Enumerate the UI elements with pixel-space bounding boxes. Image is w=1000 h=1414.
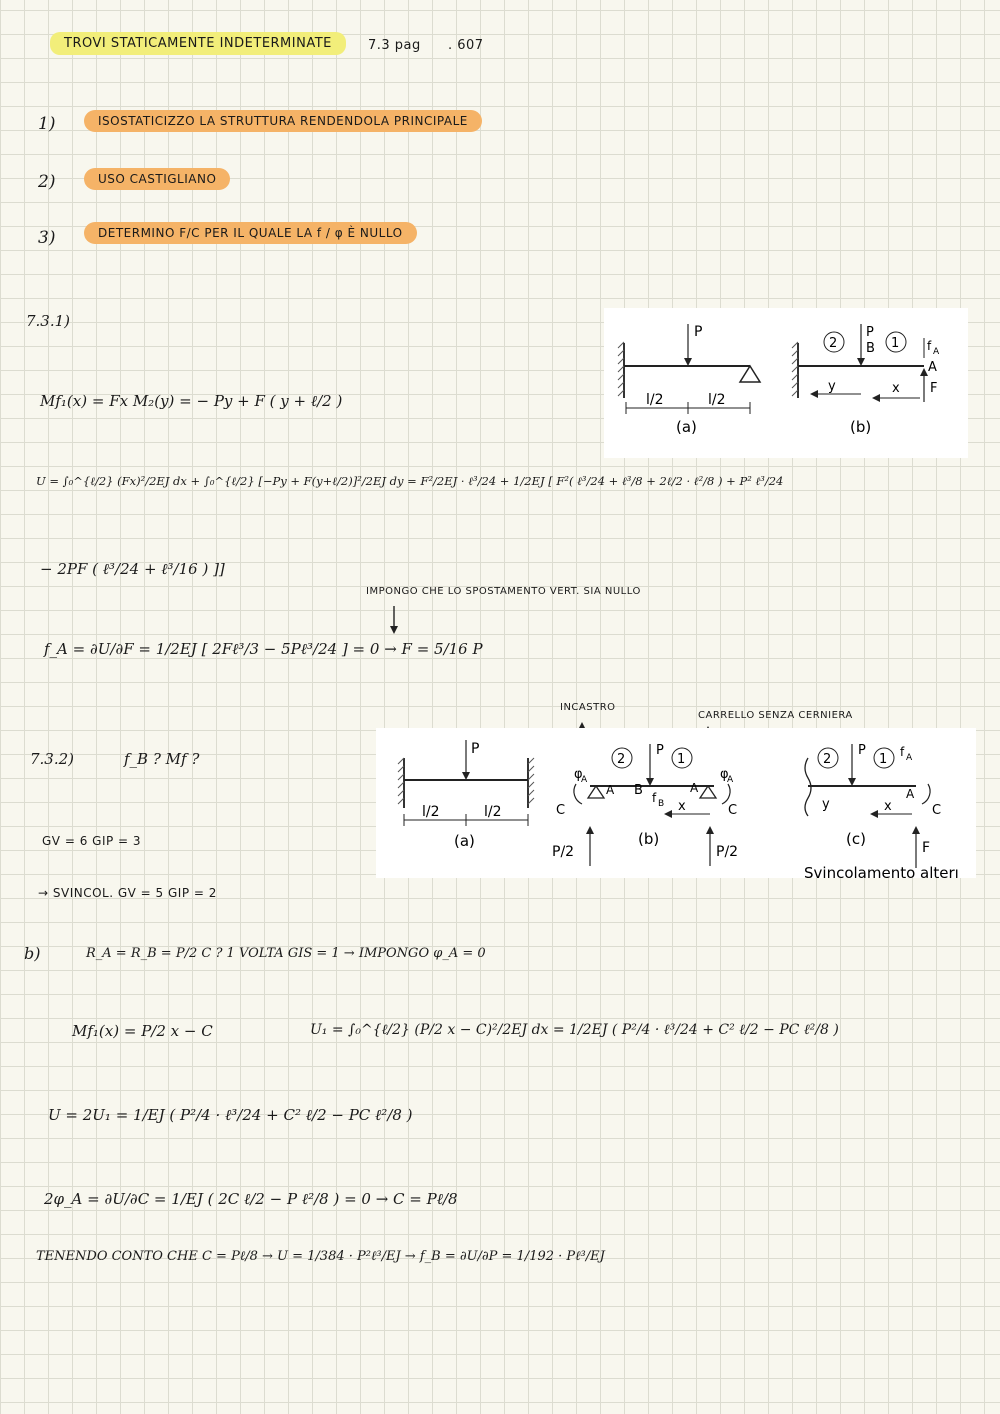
- fig2-caption-b: (b): [638, 830, 660, 848]
- figure-1-panel: [604, 308, 968, 458]
- fig2a-load-p: P: [471, 741, 480, 757]
- u1-equation: U₁ = ∫₀^{ℓ/2} (P/2 x − C)²/2EJ dx = 1/2EJ ( P²/4 · ℓ³/24 + C² ℓ/2 − PC ℓ²/8 ): [310, 1022, 839, 1038]
- fig2b-point-c-right: C: [728, 803, 738, 818]
- step-3-number: 3): [38, 228, 56, 248]
- fig2c-point-a: A: [906, 787, 915, 801]
- figure-1: [604, 308, 968, 458]
- fig2b-point-c-left: C: [556, 803, 566, 818]
- step-2-highlight: [84, 168, 230, 190]
- fig2c-load-p: P: [858, 743, 866, 758]
- fig2b-phi-right-sub: A: [727, 775, 734, 785]
- label-carrello: CARRELLO SENZA CERNIERA: [698, 710, 853, 721]
- phi-equation: 2φ_A = ∂U/∂C = 1/EJ ( 2C ℓ/2 − P ℓ²/8 ) = 0 → C = Pℓ/8: [44, 1190, 458, 1208]
- fig1b-x-axis: x: [892, 381, 900, 396]
- fig2b-point-b: B: [634, 783, 643, 798]
- part-b-label: b): [24, 944, 41, 963]
- fig1-dim-right: l/2: [708, 392, 726, 408]
- final-line: TENENDO CONTO CHE C = Pℓ/8 → U = 1/384 · P²ℓ³/EJ → f_B = ∂U/∂P = 1/192 · Pℓ³/EJ: [36, 1249, 605, 1264]
- fig2b-fb-sub: B: [658, 799, 665, 809]
- fig1-load-p: P: [694, 324, 703, 340]
- step-1-text: ISOSTATICIZZO LA STRUTTURA RENDENDOLA PRINCIPALE: [98, 114, 468, 128]
- svincolo-line: → SVINCOL. GV = 5 GIP = 2: [38, 886, 217, 900]
- fig1b-y-axis: y: [828, 379, 836, 394]
- figure-2-panel: [376, 728, 976, 878]
- step-1-number: 1): [38, 114, 56, 134]
- fig2c-point-c: C: [932, 803, 942, 818]
- fig2b-reaction-right: P/2: [716, 844, 739, 860]
- fig2b-fb: f: [652, 791, 657, 805]
- section-2-question: f_B ? Mf ?: [124, 750, 200, 768]
- fig2c-y-axis: y: [822, 797, 830, 812]
- fig2b-phi-left: φ: [574, 767, 583, 782]
- label-incastro: INCASTRO: [560, 702, 616, 713]
- mf1-equation: Mf₁(x) = P/2 x − C: [72, 1022, 213, 1040]
- fig1-caption-a: (a): [676, 418, 697, 436]
- fig2b-node-2: 2: [617, 752, 626, 767]
- fig1b-load-p: P: [866, 325, 874, 340]
- fig1-node-2: 2: [829, 336, 838, 351]
- fig2b-point-a-left: A: [606, 783, 615, 797]
- fig2a-dim-left: l/2: [422, 804, 440, 820]
- fig2-caption-a: (a): [454, 832, 475, 850]
- fig1b-fa-sub: A: [933, 347, 940, 357]
- energy-equation: U = ∫₀^{ℓ/2} (Fx)²/2EJ dx + ∫₀^{ℓ/2} [−Py + F(y+ℓ/2)]²/2EJ dy = F²/2EJ · ℓ³/24 + 1/2EJ [ F²( ℓ³/24 + ℓ³/8 + 2ℓ/2 · ℓ²/8 ) + P² ℓ³/24: [36, 474, 784, 488]
- energy-equation-continued: − 2PF ( ℓ³/24 + ℓ³/16 ) ]]: [40, 560, 225, 578]
- fig2b-x-axis: x: [678, 799, 686, 814]
- fig2c-fa-sub: A: [906, 753, 913, 763]
- section-1-label: 7.3.1): [26, 312, 71, 330]
- result-equation: f_A = ∂U/∂F = 1/2EJ [ 2Fℓ³/3 − 5Pℓ³/24 ] = 0 → F = 5/16 P: [44, 640, 483, 658]
- fig2c-node-2: 2: [823, 752, 832, 767]
- part-b-line: R_A = R_B = P/2 C ? 1 VOLTA GIS = 1 → IMPONGO φ_A = 0: [86, 946, 486, 961]
- fig2b-node-1: 1: [677, 752, 686, 767]
- u-total-equation: U = 2U₁ = 1/EJ ( P²/4 · ℓ³/24 + C² ℓ/2 − PC ℓ²/8 ): [48, 1106, 413, 1124]
- fig1b-fa: f: [927, 339, 932, 353]
- page-number: . 607: [448, 38, 484, 53]
- fig2-caption-svincolamento: Svincolamento alterı: [804, 864, 959, 878]
- page-ref: 7.3 pag: [368, 38, 421, 53]
- constraint-note: IMPONGO CHE LO SPOSTAMENTO VERT. SIA NULLO: [366, 586, 641, 597]
- fig2c-force-f: F: [922, 840, 931, 856]
- fig1b-point-b: B: [866, 341, 875, 356]
- fig1b-force-f: F: [930, 381, 938, 396]
- step-1-highlight: [84, 110, 482, 132]
- degrees-line: GV = 6 GIP = 3: [42, 834, 142, 848]
- fig2b-phi-left-sub: A: [581, 775, 588, 785]
- fig2c-x-axis: x: [884, 799, 892, 814]
- fig1b-point-a: A: [928, 360, 937, 375]
- fig2-caption-c: (c): [846, 830, 866, 848]
- step-2-number: 2): [38, 172, 56, 192]
- fig2b-phi-right: φ: [720, 767, 729, 782]
- fig2b-load-p: P: [656, 743, 664, 758]
- fig1-dim-left: l/2: [646, 392, 664, 408]
- moment-equations: Mf₁(x) = Fx M₂(y) = − Py + F ( y + ℓ/2 ): [40, 392, 343, 410]
- figure-2: [376, 728, 976, 878]
- step-3-highlight: [84, 222, 417, 244]
- fig2b-point-a-right: A: [690, 781, 699, 795]
- fig2a-dim-right: l/2: [484, 804, 502, 820]
- fig2b-reaction-left: P/2: [552, 844, 575, 860]
- fig2c-node-1: 1: [879, 752, 888, 767]
- page-title: TROVI STATICAMENTE INDETERMINATE: [64, 36, 332, 51]
- step-3-text: DETERMINO F/C PER IL QUALE LA f / φ È NULLO: [98, 226, 403, 240]
- step-2-text: USO CASTIGLIANO: [98, 172, 217, 186]
- fig2c-fa: f: [900, 745, 905, 759]
- title-highlight: [50, 32, 346, 55]
- section-2-label: 7.3.2): [30, 750, 75, 768]
- fig1-node-1: 1: [891, 336, 900, 351]
- fig1-caption-b: (b): [850, 418, 872, 436]
